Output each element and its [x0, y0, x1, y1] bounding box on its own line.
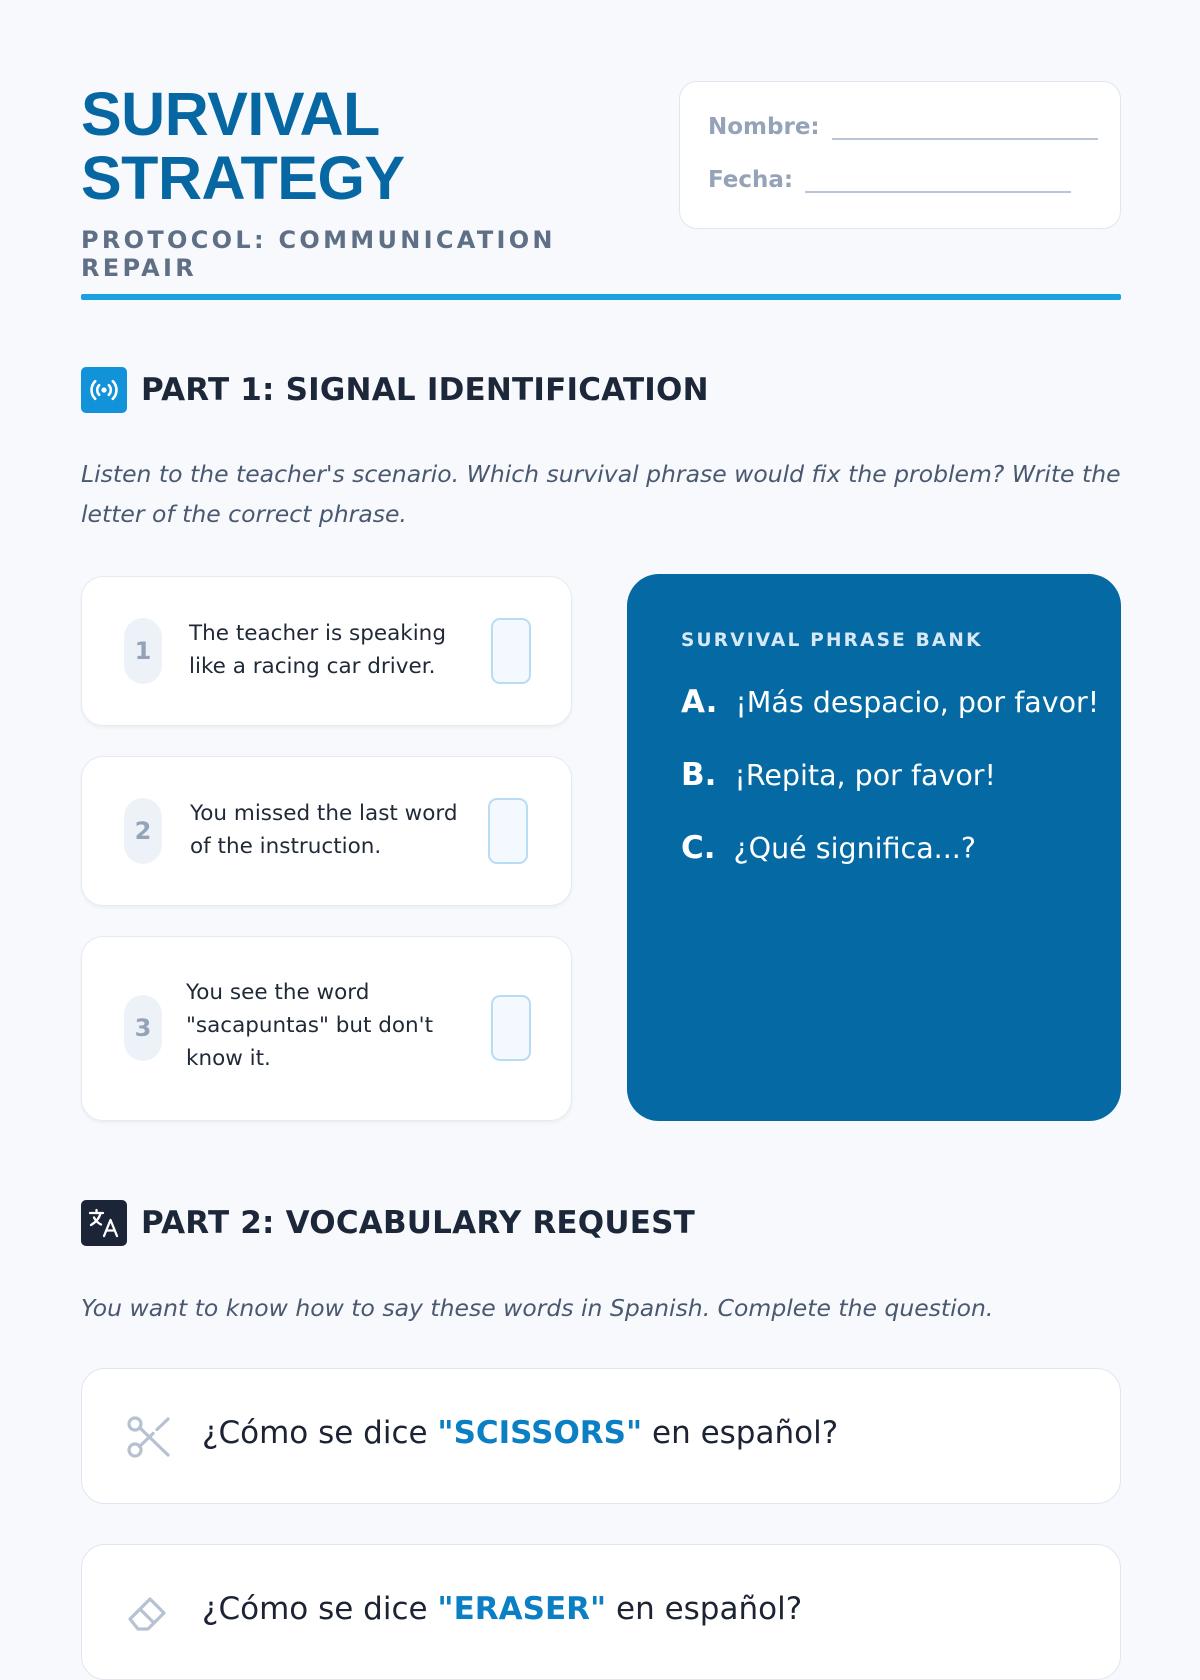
scenario-number: 2: [124, 798, 162, 864]
phrase-letter: C.: [681, 830, 716, 866]
answer-box-2[interactable]: [488, 798, 528, 864]
date-label: Fecha:: [708, 167, 794, 193]
student-info-box: [679, 81, 1121, 229]
phrase-bank-item-a: [681, 684, 1099, 720]
phrase-bank-title: SURVIVAL PHRASE BANK: [681, 630, 983, 651]
worksheet-title-line-1: SURVIVAL: [81, 80, 380, 148]
phrase-letter: A.: [681, 684, 718, 720]
phrase-letter: B.: [681, 757, 717, 793]
translate-icon: [81, 1200, 127, 1246]
scenario-card-3: [81, 936, 572, 1121]
part2-heading: [81, 1200, 695, 1246]
part1-title: PART 1: SIGNAL IDENTIFICATION: [141, 372, 709, 408]
broadcast-signal-icon: [81, 367, 127, 413]
name-row: [708, 114, 1098, 140]
answer-box-3[interactable]: [491, 995, 531, 1061]
date-field[interactable]: [805, 191, 1071, 193]
scenario-card-1: [81, 576, 572, 726]
survival-phrase-bank: [627, 574, 1121, 1121]
scenario-text: You missed the last word of the instruction.: [190, 801, 458, 859]
part2-title: PART 2: VOCABULARY REQUEST: [141, 1205, 695, 1241]
vocab-word: "SCISSORS": [437, 1415, 643, 1451]
part1-instructions: Listen to the teacher's scenario. Which survival phrase would fix the problem? Write the letter of the correct phrase.: [81, 460, 1121, 528]
name-field[interactable]: [832, 138, 1098, 140]
vocab-question: [202, 1591, 802, 1627]
vocab-question: [202, 1415, 838, 1451]
question-prefix: ¿Cómo se dice: [202, 1591, 438, 1627]
scenario-text: You see the word "sacapuntas" but don't know it.: [186, 980, 433, 1071]
vocab-word: "ERASER": [437, 1591, 607, 1627]
eraser-icon: [124, 1589, 172, 1637]
question-prefix: ¿Cómo se dice: [202, 1415, 438, 1451]
answer-box-1[interactable]: [491, 618, 531, 684]
name-label: Nombre:: [708, 114, 820, 140]
part2-instructions: You want to know how to say these words in Spanish. Complete the question.: [81, 1294, 994, 1322]
part1-heading: [81, 367, 709, 413]
phrase-text: ¿Qué significa...?: [733, 832, 976, 865]
worksheet-subtitle: PROTOCOL: COMMUNICATION REPAIR: [81, 226, 556, 282]
phrase-bank-item-c: [681, 830, 976, 866]
scenario-number: 3: [124, 995, 162, 1061]
phrase-bank-item-b: [681, 757, 996, 793]
header-divider: [81, 294, 1121, 300]
scenario-text: The teacher is speaking like a racing car driver.: [189, 621, 446, 679]
scenario-card-2: [81, 756, 572, 906]
worksheet-title-line-2: STRATEGY: [81, 144, 405, 212]
vocab-question-card-1: [81, 1368, 1121, 1504]
question-suffix: en español?: [642, 1415, 839, 1451]
vocab-question-card-2: [81, 1544, 1121, 1680]
scenario-number: 1: [124, 618, 162, 684]
worksheet-title-block: [81, 82, 661, 282]
scissors-icon: [124, 1413, 172, 1461]
phrase-text: ¡Más despacio, por favor!: [735, 686, 1100, 719]
question-suffix: en español?: [606, 1591, 803, 1627]
date-row: [708, 167, 1071, 193]
phrase-text: ¡Repita, por favor!: [734, 759, 996, 792]
